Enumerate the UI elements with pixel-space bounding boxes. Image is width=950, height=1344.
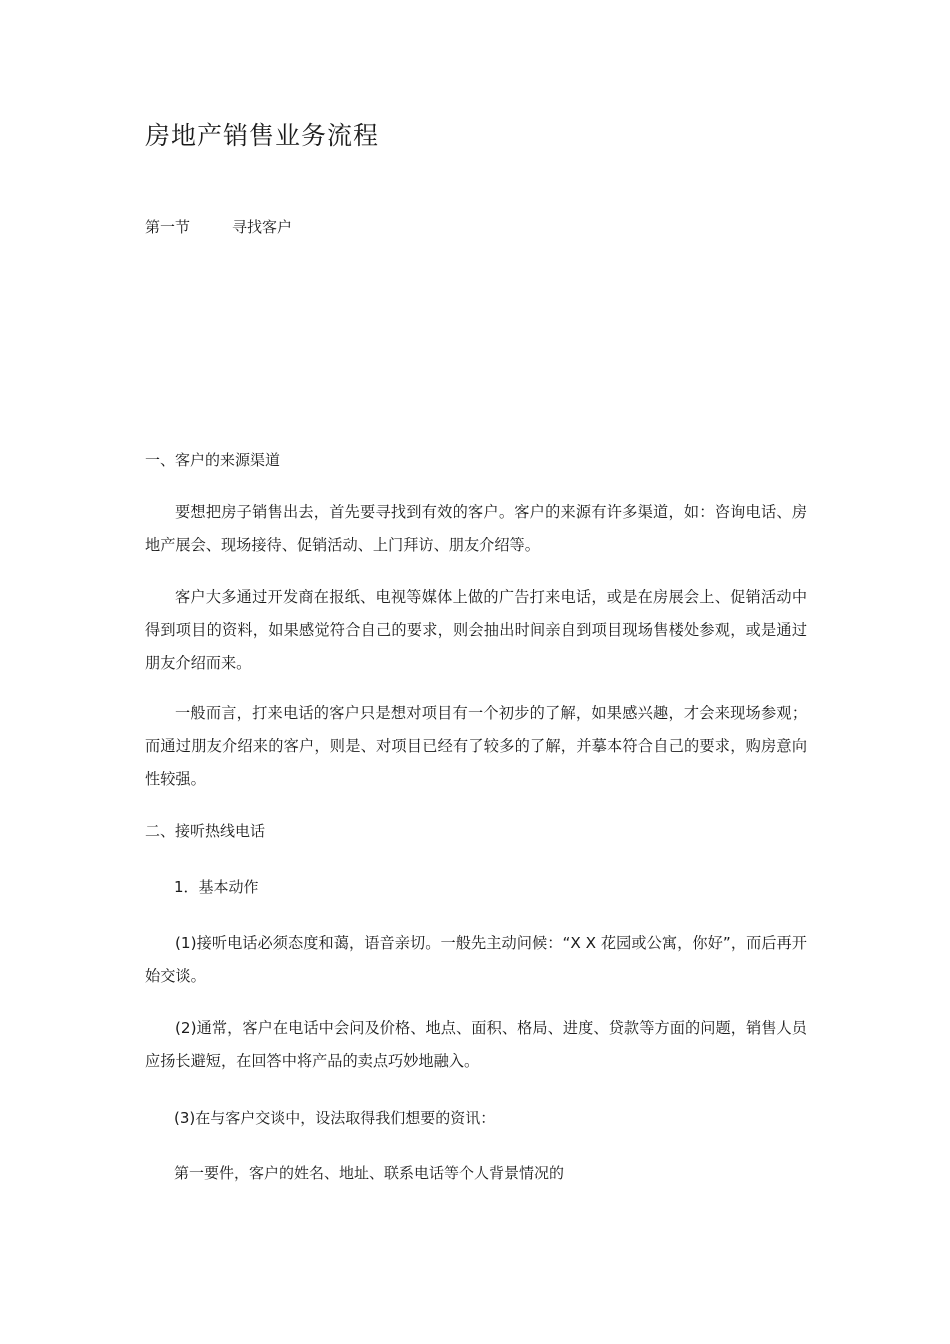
section-heading <box>145 216 292 237</box>
paragraph-customer-intent: 一般而言，打来电话的客户只是想对项目有一个初步的了解，如果感兴趣，才会来现场参观；而通过朋友介绍来的客户，则是、对项目已经有了较多的了解，并摹本符合自己的要求，购房意向性较强。 <box>145 704 807 788</box>
list-item-1: (1)接听电话必须态度和蔼，语音亲切。一般先主动问候：“X X 花园或公寓，你好”，而后再开始交谈。 <box>145 934 807 985</box>
section-number: 第一节 <box>145 218 191 236</box>
list-item-4: 第一要件，客户的姓名、地址、联系电话等个人背景情况的 <box>174 1164 565 1182</box>
list-item-3: (3)在与客户交谈中，设法取得我们想要的资讯： <box>174 1109 496 1127</box>
document-title: 房地产销售业务流程 <box>145 121 380 150</box>
subheading-basic-actions: 1．基本动作 <box>174 878 259 896</box>
section-name: 寻找客户 <box>232 218 293 236</box>
heading-hotline: 二、接听热线电话 <box>145 822 266 840</box>
paragraph-customer-channels: 客户大多通过开发商在报纸、电视等媒体上做的广告打来电话，或是在房展会上、促销活动中得到项目的资料，如果感觉符合自己的要求，则会抽出时间亲自到项目现场售楼处参观，或是通过朋友介绍而来。 <box>145 588 807 672</box>
paragraph-customer-sources: 要想把房子销售出去，首先要寻找到有效的客户。客户的来源有许多渠道，如：咨询电话、房地产展会、现场接待、促销活动、上门拜访、朋友介绍等。 <box>145 503 807 554</box>
heading-customer-sources: 一、客户的来源渠道 <box>145 451 281 469</box>
list-item-2: (2)通常，客户在电话中会问及价格、地点、面积、格局、进度、贷款等方面的问题，销售人员应扬长避短，在回答中将产品的卖点巧妙地融入。 <box>145 1019 807 1070</box>
